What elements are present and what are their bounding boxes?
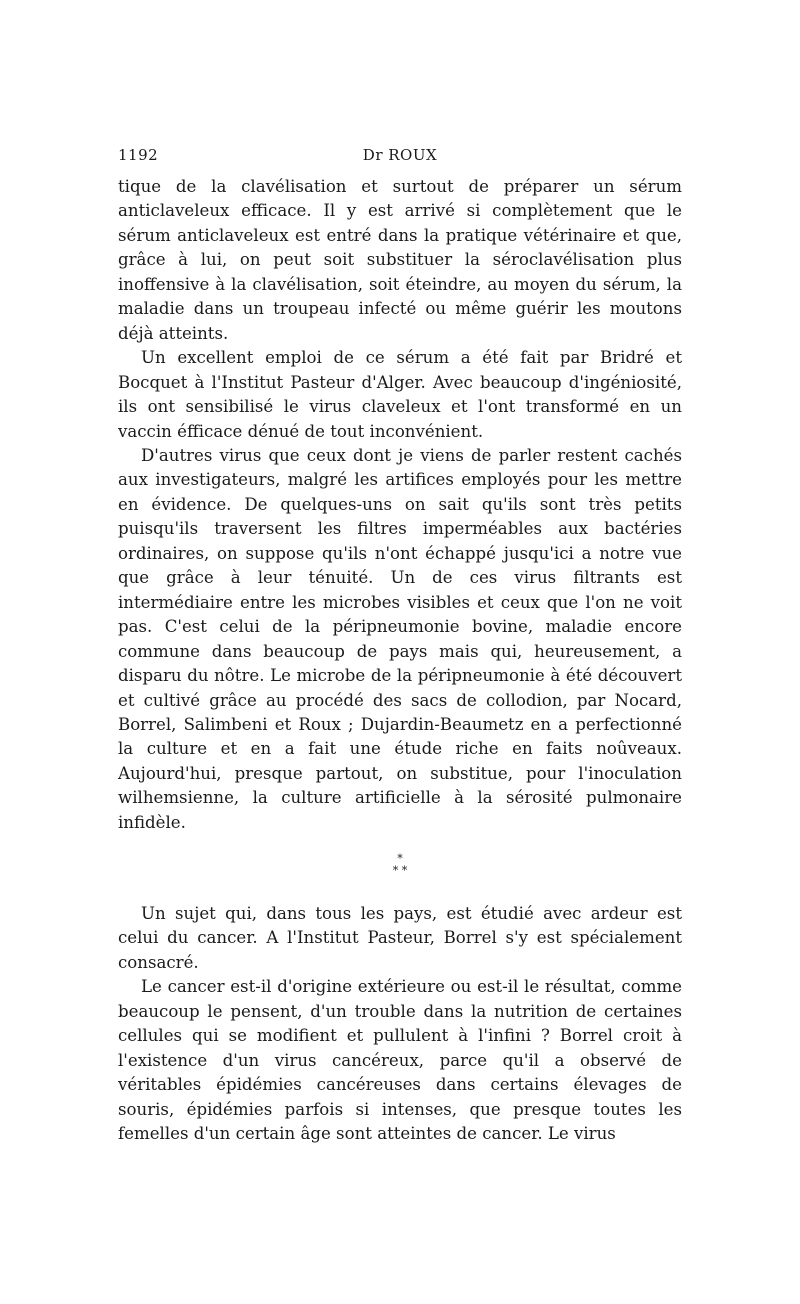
asterism-bottom: * * xyxy=(392,864,408,877)
page-header xyxy=(118,146,682,172)
section-asterism xyxy=(380,853,420,883)
running-head: Dr ROUX xyxy=(362,146,438,164)
section-two xyxy=(118,902,682,1147)
paragraph: Un excellent emploi de ce sérum a été fait par Bridré et Bocquet à l'Institut Pasteur d'Alger. Avec beaucoup d'ingéniosité, ils ont sensibilisé le virus claveleux et l'ont transformé en un vaccin éfficace dénué de tout inconvénient. xyxy=(118,348,682,441)
paragraph: D'autres virus que ceux dont je viens de parler restent cachés aux investigateurs, malgré les artifices employés pour les mettre en évidence. De quelques-uns on sait qu'ils sont très petits puisqu'ils traversent les filtres imperméables aux bactéries ordinaires, on suppose qu'ils n'ont échappé jusqu'ici a notre vue que grâce à leur ténuité. Un de ces virus filtrants est intermédiaire entre les microbes visibles et ceux que l'on ne voit pas. C'est celui de la péripneumonie bovine, maladie encore commune dans beaucoup de pays mais qui, heureusement, a disparu du nôtre. Le microbe de la péripneumonie à été découvert et cultivé grâce au procédé des sacs de collodion, par Nocard, Borrel, Salimbeni et Roux ; Dujardin-Beaumetz en a perfectionné la culture et en a fait une étude riche en faits noûveaux. Aujourd'hui, presque partout, on substitue, pour l'inoculation wilhemsienne, la culture artificielle à la sérosité pulmonaire infidèle. xyxy=(118,445,682,832)
asterism-top: * xyxy=(397,852,403,865)
paragraph: tique de la clavélisation et surtout de préparer un sérum anticlaveleux efficace. Il y est arrivé si complètement que le sérum anticlaveleux est entré dans la pratique vétérinaire et que, grâce à lui, on peut soit substituer la séroclavélisation plus inoffensive à la clavélisation, soit éteindre, au moyen du sérum, la maladie dans un troupeau infecté ou même guérir les moutons déjà atteints. xyxy=(118,177,682,343)
section-one xyxy=(118,175,682,835)
paragraph: Le cancer est-il d'origine extérieure ou est-il le résultat, comme beaucoup le pensent, d'un trouble dans la nutrition de certaines cellules qui se modifient et pullulent à l'infini ? Borrel croit à l'existence d'un virus cancéreux, parce qu'il a observé de véritables épidémies cancéreuses dans certains élevages de souris, épidémies parfois si intenses, que presque toutes les femelles d'un certain âge sont atteintes de cancer. Le virus xyxy=(118,977,682,1144)
page-number: 1192 xyxy=(118,146,159,164)
paragraph: Un sujet qui, dans tous les pays, est étudié avec ardeur est celui du cancer. A l'Institut Pasteur, Borrel s'y est spécialement consacré. xyxy=(118,904,682,972)
